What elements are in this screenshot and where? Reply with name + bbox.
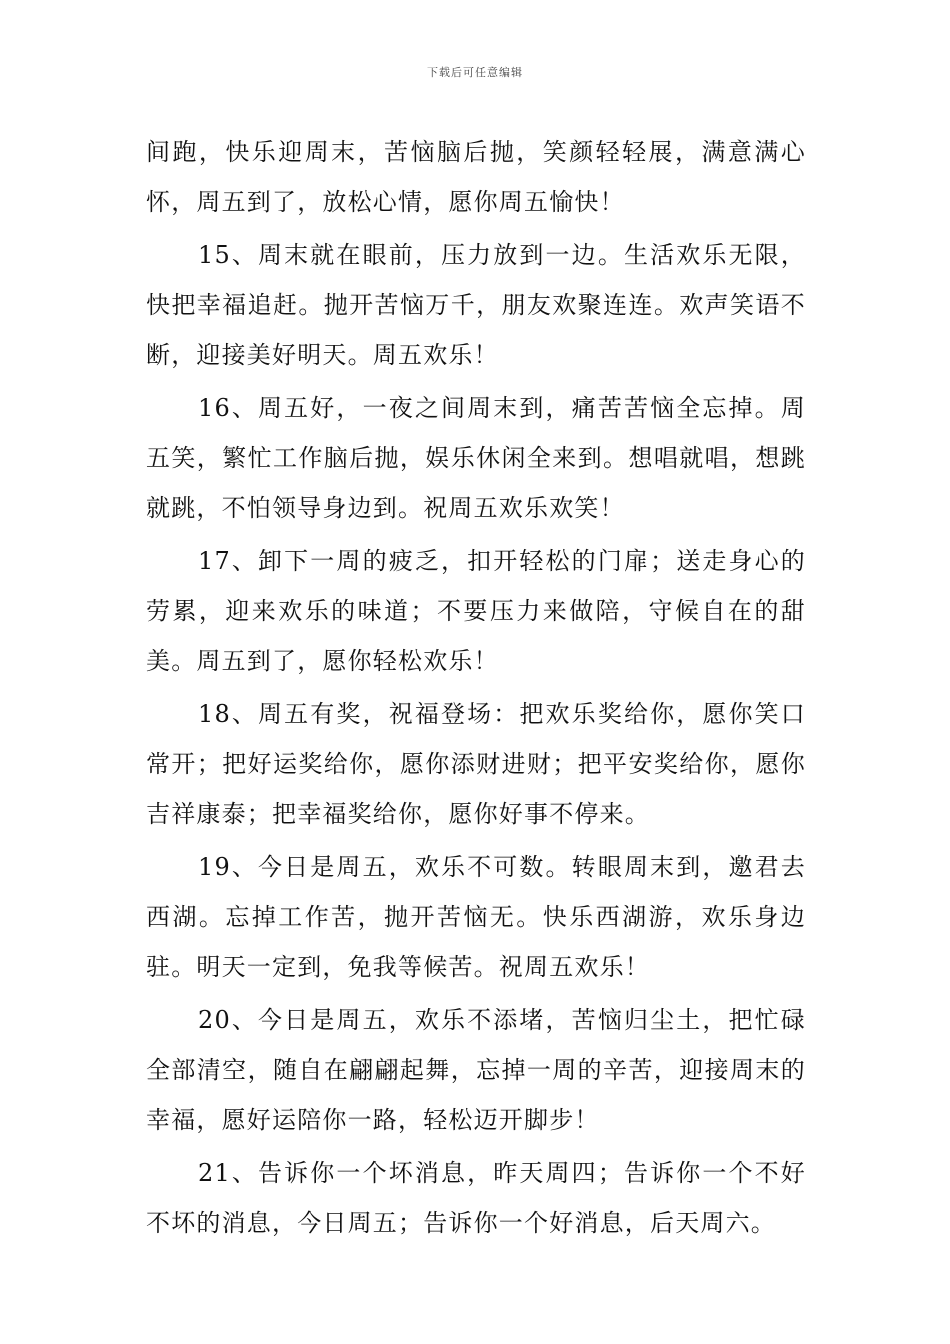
paragraph-item-19: 19、今日是周五，欢乐不可数。转眼周末到，邀君去西湖。忘掉工作苦，抛开苦恼无。快乐西湖游，欢乐身边驻。明天一定到，免我等候苦。祝周五欢乐！ [146, 853, 806, 981]
paragraph-item-16: 16、周五好，一夜之间周末到，痛苦苦恼全忘掉。周五笑，繁忙工作脑后抛，娱乐休闲全来到。想唱就唱，想跳就跳，不怕领导身边到。祝周五欢乐欢笑！ [146, 394, 806, 522]
paragraph-item-18: 18、周五有奖，祝福登场：把欢乐奖给你，愿你笑口常开；把好运奖给你，愿你添财进财；把平安奖给你，愿你吉祥康泰；把幸福奖给你，愿你好事不停来。 [146, 700, 806, 828]
paragraph-item-20: 20、今日是周五，欢乐不添堵，苦恼归尘土，把忙碌全部清空，随自在翩翩起舞，忘掉一周的辛苦，迎接周末的幸福，愿好运陪你一路，轻松迈开脚步！ [146, 1006, 806, 1134]
paragraph-item-21: 21、告诉你一个坏消息，昨天周四；告诉你一个不好不坏的消息，今日周五；告诉你一个好消息，后天周六。 [146, 1159, 806, 1237]
paragraph-item-15: 15、周末就在眼前，压力放到一边。生活欢乐无限，快把幸福追赶。抛开苦恼万千，朋友欢聚连连。欢声笑语不断，迎接美好明天。周五欢乐！ [146, 241, 806, 369]
paragraph-continuation: 间跑，快乐迎周末，苦恼脑后抛，笑颜轻轻展，满意满心怀，周五到了，放松心情，愿你周五愉快！ [146, 138, 806, 216]
paragraph-item-17: 17、卸下一周的疲乏，扣开轻松的门扉；送走身心的劳累，迎来欢乐的味道；不要压力来做陪，守候自在的甜美。周五到了，愿你轻松欢乐！ [146, 547, 806, 675]
document-body [146, 127, 806, 1251]
page-header-note: 下载后可任意编辑 [427, 66, 523, 79]
